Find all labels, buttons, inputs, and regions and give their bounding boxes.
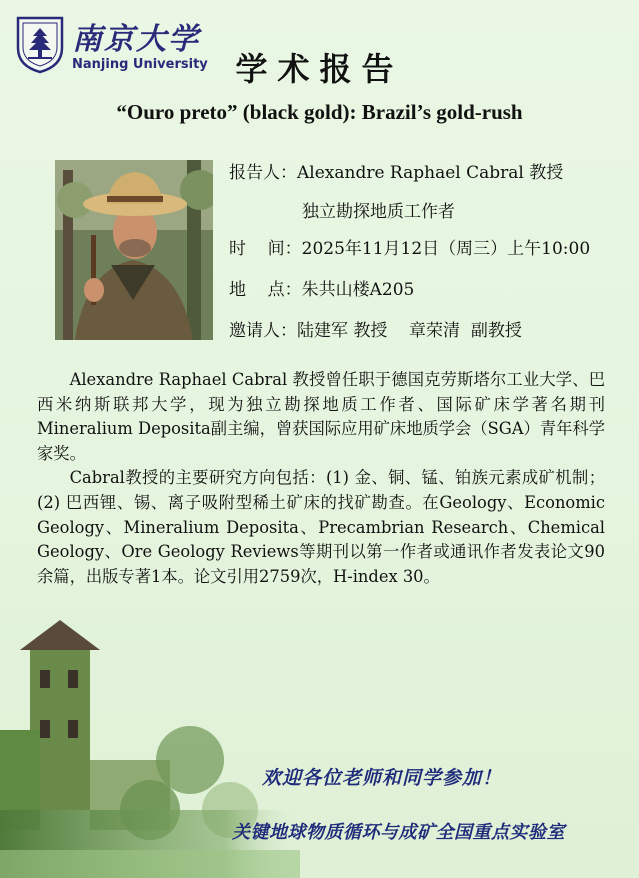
university-name-en: Nanjing University (72, 57, 208, 72)
speaker-row (229, 158, 563, 183)
place-label: 地 点： (229, 280, 302, 300)
place-row (229, 275, 414, 300)
speaker-name: Alexandre Raphael Cabral 教授 (297, 163, 564, 183)
speaker-bio (37, 368, 605, 589)
bio-paragraph-2: Cabral教授的主要研究方向包括：(1) 金、铜、锰、铂族元素成矿机制；(2) 巴西锂、锡、离子吸附型稀土矿床的找矿勘查。在Geology、Economic Geology、Mineralium Deposita、Precambrian Research、Chemical Geology、Ore Geology Reviews等期刊以第一作者或通讯作者发表论文90余篇，出版专著1本。论文引用2759次，H-index 30。 (37, 468, 605, 586)
speaker-label: 报告人： (229, 163, 297, 183)
welcome-text: 欢迎各位老师和同学参加！ (262, 767, 503, 789)
time-value: 2025年11月12日（周三）上午10:00 (301, 239, 591, 259)
time-label: 时 间： (229, 239, 302, 259)
place-value: 朱共山楼A205 (301, 280, 415, 300)
university-name-cn: 南京大学 (72, 22, 200, 57)
talk-title: “Ouro preto” (black gold): Brazil’s gold-rush (116, 100, 523, 124)
lab-name: 关键地球物质循环与成矿全国重点实验室 (232, 822, 565, 843)
speaker-photo (55, 160, 213, 340)
bio-paragraph-1: Alexandre Raphael Cabral 教授曾任职于德国克劳斯塔尔工业大学、巴西米纳斯联邦大学，现为独立勘探地质工作者、国际矿床学著名期刊Mineralium Deposita副主编，曾获国际应用矿床地质学会（SGA）青年科学家奖。 (37, 370, 605, 463)
host-value: 陆建军 教授 章荣清 副教授 (297, 321, 522, 341)
host-label: 邀请人： (229, 321, 297, 341)
time-row (229, 234, 590, 259)
host-row (229, 316, 522, 341)
speaker-affiliation: 独立勘探地质工作者 (302, 202, 455, 222)
page-heading: 学术报告 (235, 50, 404, 88)
